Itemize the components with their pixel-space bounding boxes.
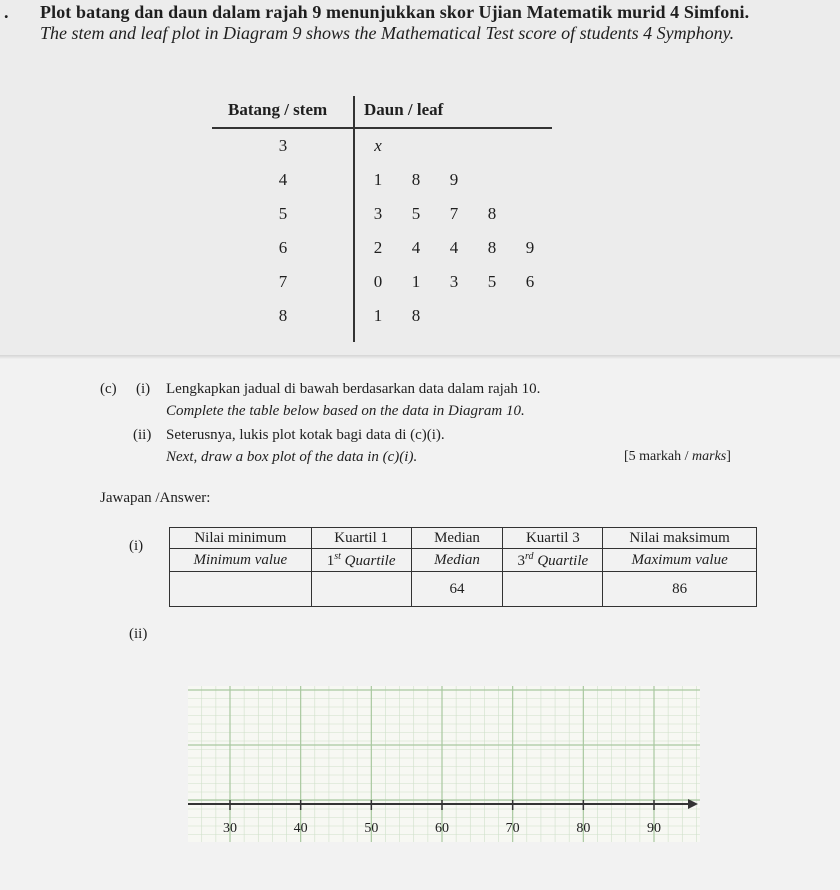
- leaf-value: 8: [487, 238, 497, 257]
- part-c-ii-english: Next, draw a box plot of the data in (c)(i).: [166, 449, 418, 465]
- axis-tick-label: 70: [505, 821, 520, 836]
- leaf-value: 1: [373, 306, 383, 325]
- stem-value: 4: [278, 170, 288, 189]
- quartile-table: [169, 527, 757, 607]
- answer-part-i-label: (i): [129, 538, 144, 554]
- stem-value: 3: [278, 136, 288, 155]
- leaf-value: 8: [411, 306, 421, 325]
- leaf-value: 9: [525, 238, 535, 257]
- stem-value: 5: [278, 204, 288, 223]
- stem-leaf-divider: [353, 96, 355, 342]
- question-text-english: The stem and leaf plot in Diagram 9 shows the Mathematical Test score of students 4 Symphony.: [40, 23, 735, 43]
- q3-value-cell[interactable]: [503, 572, 603, 607]
- stem-value: 6: [278, 238, 288, 257]
- marks-label: [5 markah / marks]: [624, 449, 731, 464]
- header-divider: [212, 127, 552, 129]
- leaf-value: 4: [411, 238, 421, 257]
- answer-heading: Jawapan /Answer:: [100, 490, 211, 506]
- leaf-value: 7: [449, 204, 459, 223]
- median-header-english: Median: [411, 549, 503, 572]
- q1-header-malay: Kuartil 1: [311, 528, 411, 549]
- axis-tick-label: 30: [223, 821, 237, 836]
- leaf-value: 3: [449, 272, 459, 291]
- part-c-i-malay: Lengkapkan jadual di bawah berdasarkan data dalam rajah 10.: [166, 381, 541, 397]
- median-header-malay: Median: [411, 528, 503, 549]
- max-value-cell[interactable]: 86: [603, 572, 757, 607]
- part-c-label: (c): [100, 381, 117, 397]
- leaf-value: 8: [411, 170, 421, 189]
- leaf-value: 1: [373, 170, 383, 189]
- grid-background: [188, 686, 700, 842]
- part-c-ii-malay: Seterusnya, lukis plot kotak bagi data di (c)(i).: [166, 427, 445, 443]
- leaf-value: x: [374, 136, 382, 155]
- max-header-english: Maximum value: [603, 549, 757, 572]
- min-header-malay: Nilai minimum: [170, 528, 312, 549]
- q3-header-malay: Kuartil 3: [503, 528, 603, 549]
- part-c-i-english: Complete the table below based on the data in Diagram 10.: [166, 403, 525, 419]
- q1-value-cell[interactable]: [311, 572, 411, 607]
- axis-tick-label: 80: [576, 821, 591, 836]
- min-value-cell[interactable]: [170, 572, 312, 607]
- leaf-value: 5: [487, 272, 497, 291]
- q1-header-english: 1st Quartile: [311, 549, 411, 572]
- axis-tick-label: 60: [435, 821, 449, 836]
- box-plot-grid[interactable]: [188, 686, 700, 842]
- leaf-value: 5: [411, 204, 421, 223]
- stem-value: 8: [278, 306, 288, 325]
- stem-header: Batang / stem: [228, 100, 328, 119]
- leaf-header: Daun / leaf: [364, 100, 444, 119]
- min-header-english: Minimum value: [170, 549, 312, 572]
- leaf-value: 8: [487, 204, 497, 223]
- axis-tick-label: 50: [364, 821, 379, 836]
- leaf-value: 4: [449, 238, 459, 257]
- part-c-i-label: (i): [136, 381, 151, 397]
- leaf-value: 1: [411, 272, 421, 291]
- leaf-value: 0: [373, 272, 383, 291]
- axis-tick-label: 40: [293, 821, 308, 836]
- part-c-ii-label: (ii): [133, 427, 152, 443]
- leaf-value: 9: [449, 170, 459, 189]
- max-header-malay: Nilai maksimum: [603, 528, 757, 549]
- answer-part-ii-label: (ii): [129, 626, 148, 642]
- leaf-value: 2: [373, 238, 383, 257]
- axis-tick-label: 90: [647, 821, 661, 836]
- median-value-cell[interactable]: 64: [411, 572, 503, 607]
- q3-header-english: 3rd Quartile: [503, 549, 603, 572]
- question-text-malay: Plot batang dan daun dalam rajah 9 menunjukkan skor Ujian Matematik murid 4 Simfoni.: [40, 2, 750, 22]
- question-number: .: [4, 2, 9, 22]
- stem-value: 7: [278, 272, 288, 291]
- leaf-value: 3: [373, 204, 383, 223]
- leaf-value: 6: [525, 272, 535, 291]
- question-sheet-top: [0, 0, 840, 355]
